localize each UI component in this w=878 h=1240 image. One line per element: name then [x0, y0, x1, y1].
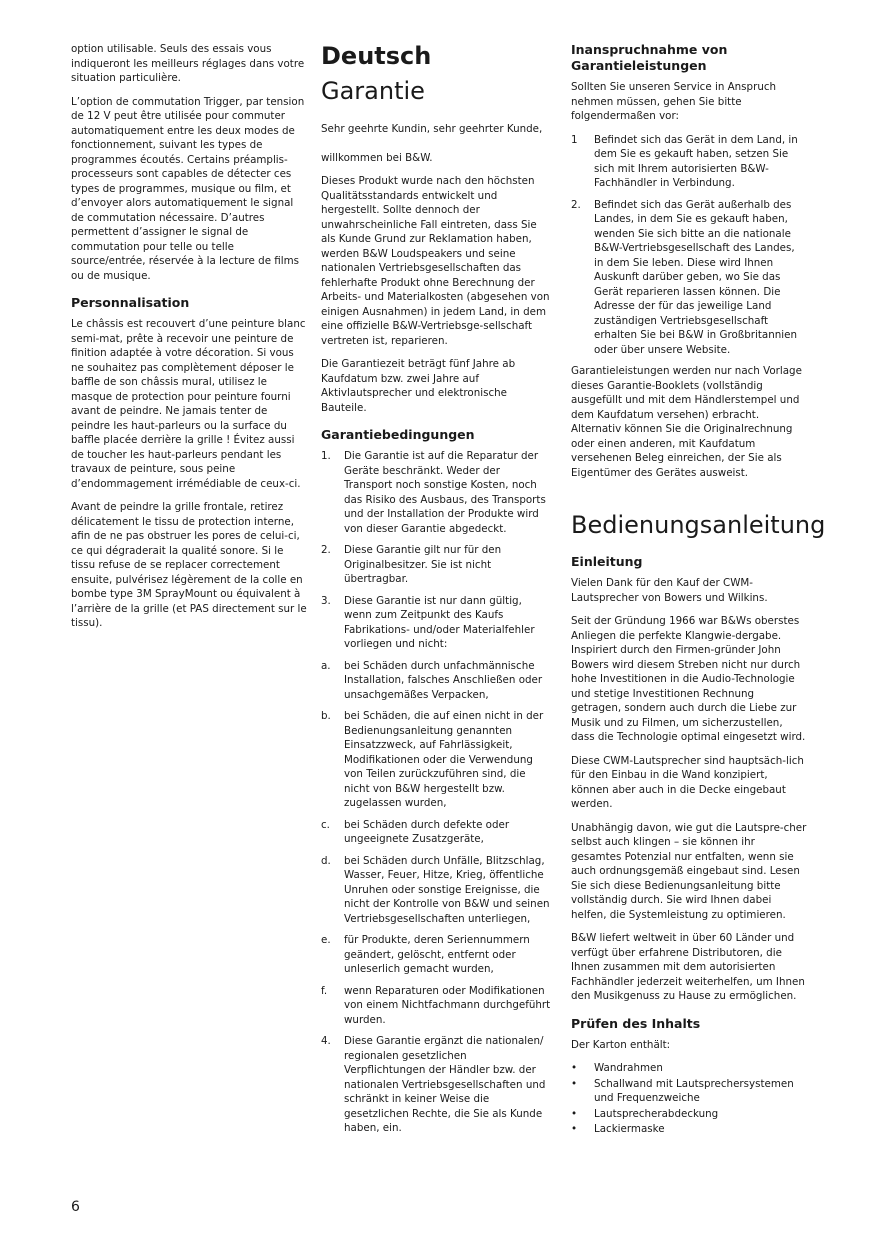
list-marker: b. [321, 710, 331, 722]
bullet: • [571, 1123, 578, 1135]
list-text: Schallwand mit Lautsprechersystemen und Frequenzweiche [594, 1077, 794, 1104]
list-text: bei Schäden durch Unfälle, Blitzschlag, Wasser, Feuer, Hitze, Krieg, öffentliche Unruhen oder sonstige Ereignisse, die nicht der Kontrolle von B&W und seinen Vertriebsgesellschaften unterliegen, [344, 854, 550, 925]
section-title-bedienungsanleitung: Bedienungsanleitung [571, 511, 826, 539]
list-item [571, 1122, 807, 1137]
list-item [571, 1077, 807, 1106]
heading-personnalisation: Personnalisation [71, 295, 190, 310]
heading-inanspruchnahme: Inanspruchnahme von Garantieleistungen [571, 42, 728, 73]
list-item [321, 984, 551, 1028]
list-marker: 1. [321, 450, 331, 462]
list-marker: d. [321, 854, 331, 867]
column-french [71, 42, 307, 640]
list-text: bei Schäden, die auf einen nicht in der Bedienungsanleitung genannten Einsatzzweck, auf Fahrlässigkeit, Modifikationen oder die Verwendung von Teilen zurückzuführen sind, die nicht von B&W hergestellt bzw. zugelassen wurden, [344, 710, 544, 809]
list-marker: e. [321, 934, 331, 946]
list-item [321, 1034, 551, 1136]
list-text: Diese Garantie ergänzt die nationalen/ regionalen gesetzlichen Verpflichtungen der Händler bzw. der nationalen Vertriebsgesellschaften und schränkt in keiner Weise die gesetzlichen Rechte, die Sie als Kunde haben, ein. [344, 1035, 546, 1134]
heading-einleitung: Einleitung [571, 554, 643, 569]
list-text: Lautsprecherabdeckung [594, 1107, 719, 1120]
list-text: bei Schäden durch defekte oder ungeeignete Zusatzgeräte, [344, 818, 510, 845]
list-text: Diese Garantie ist nur dann gültig, wenn zum Zeitpunkt des Kaufs Fabrikations- und/oder Materialfehler vorliegen und nicht: [344, 594, 535, 650]
list-text: Befindet sich das Gerät in dem Land, in dem Sie es gekauft haben, setzen Sie sich mit Ihrem autorisierten B&W-Fachhändler in Verbindung. [594, 133, 798, 189]
list-item [571, 198, 807, 358]
paragraph: Die Garantiezeit beträgt fünf Jahre ab Kaufdatum bzw. zwei Jahre auf Aktivlautsprecher und elektronische Bauteile. [321, 358, 516, 414]
paragraph: Garantieleistungen werden nur nach Vorlage dieses Garantie-Booklets (vollständig ausgefüllt und mit dem Händlerstempel und dem Kaufdatum versehen) erbracht. Alternativ können Sie die Originalrechnung oder einen anderen, mit Kaufdatum versehenen Beleg einreichen, der Sie als Eigentümer des Gerätes ausweist. [571, 365, 802, 479]
heading-garantiebedingungen: Garantiebedingungen [321, 427, 475, 442]
list-marker: 1 [571, 133, 578, 146]
conditions-list [321, 449, 551, 1136]
list-item [321, 594, 551, 652]
column-bedienungsanleitung [571, 42, 826, 1138]
list-item [571, 1107, 807, 1122]
language-title: Deutsch [321, 42, 432, 70]
paragraph: Seit der Gründung 1966 war B&Ws oberstes Anliegen die perfekte Klangwie-dergabe. Inspiriert durch den Firmen-gründer John Bowers wird diesem Streben nicht nur durch hohe Investitionen in die Audio-Technologie und stetige Investitionen Rechnung getragen, sondern auch durch die Liebe zur Musik und zu Filmen, um sicherzustellen, dass die Technologie optimal eingesetzt wird. [571, 615, 806, 743]
paragraph: Avant de peindre la grille frontale, retirez délicatement le tissu de protection interne, afin de ne pas obstruer les pores de celui-ci, ce qui dégraderait la qualité sonore. Si le tissu refuse de se replacer correctement ensuite, pulvérisez légèrement de la colle en bombe type 3M SprayMount ou équivalent à l’arrière de la grille (et PAS directement sur le tissu). [71, 501, 307, 629]
list-item [321, 854, 551, 927]
paragraph: Le châssis est recouvert d’une peinture blanc semi-mat, prête à recevoir une peinture de finition adaptée à votre décoration. Si vous ne souhaitez pas complètement déposer le baffle de son châssis mural, utilisez le masque de protection pour peinture fourni avant de peindre. Ne jamais tenter de peindre les haut-parleurs ou la surface du baffle placée derrière la grille ! Évitez aussi de toucher les haut-parleurs pendant les travaux de peinture, sous peine d’endommagement irrémédiable de ceux-ci. [71, 318, 306, 490]
list-marker: 2. [321, 544, 331, 556]
paragraph: Dieses Produkt wurde nach den höchsten Qualitätsstandards entwickelt und hergestellt. Sollte dennoch der unwahrscheinliche Fall eintreten, dass Sie als Kunde Grund zur Reklamation haben, werden B&W Loudspeakers und seine nationalen Vertriebsgesellschaften das fehlerhafte Produkt ohne Berechnung der Arbeits- und Materialkosten (abgesehen von einigen Ausnahmen) in jedem Land, in dem eine offizielle B&W-Vertriebsge-sellschaft vertreten ist, reparieren. [321, 175, 550, 347]
page-number: 6 [71, 1199, 80, 1215]
list-text: Diese Garantie gilt nur für den Originalbesitzer. Sie ist nicht übertragbar. [344, 544, 502, 585]
contents-list [571, 1061, 807, 1137]
paragraph: Unabhängig davon, wie gut die Lautspre-cher selbst auch klingen – sie können ihr gesamtes Potenzial nur entfalten, wenn sie auch ordnungsgemäß eingebaut sind. Lesen Sie sich diese Bedienungsanleitung bitte vollständig durch. Sie wird Ihnen dabei helfen, die Systemleistung zu optimieren. [571, 821, 807, 921]
welcome: willkommen bei B&W. [321, 151, 433, 164]
list-marker: 3. [321, 594, 331, 607]
list-text: wenn Reparaturen oder Modifikationen von einem Nichtfachmann durchgeführt wurden. [344, 984, 551, 1026]
list-text: bei Schäden durch unfachmännische Installation, falsches Anschließen oder unsachgemäßes Verpacken, [344, 659, 543, 701]
list-item [321, 449, 551, 536]
list-text: für Produkte, deren Seriennummern geändert, gelöscht, entfernt oder unleserlich gemacht wurden, [344, 934, 530, 975]
paragraph: Der Karton enthält: [571, 1038, 671, 1051]
paragraph: Sollten Sie unseren Service in Anspruch nehmen müssen, gehen Sie bitte folgendermaßen vor: [571, 81, 777, 122]
list-item [321, 933, 551, 977]
column-garantie [321, 42, 551, 1143]
list-marker: c. [321, 818, 330, 831]
list-item [571, 1061, 807, 1076]
list-text: Die Garantie ist auf die Reparatur der Geräte beschränkt. Weder der Transport noch sonstige Kosten, noch das Risiko des Ausbaus, des Transports und der Installation der Produkte wird von dieser Garantie abgedeckt. [344, 450, 546, 535]
list-item [321, 543, 551, 587]
paragraph: Diese CWM-Lautsprecher sind hauptsäch-lich für den Einbau in die Wand konzipiert, können aber auch in die Decke eingebaut werden. [571, 754, 804, 810]
list-marker: a. [321, 659, 331, 672]
list-item [321, 709, 551, 811]
heading-pruefen: Prüfen des Inhalts [571, 1015, 701, 1031]
claims-list [571, 133, 807, 358]
list-marker: f. [321, 984, 328, 997]
section-title-garantie: Garantie [321, 77, 425, 105]
paragraph: Vielen Dank für den Kauf der CWM-Lautsprecher von Bowers und Wilkins. [571, 577, 768, 604]
list-item [571, 133, 807, 191]
paragraph: B&W liefert weltweit in über 60 Länder und verfügt über erfahrene Distributoren, die Ihnen zusammen mit dem autorisierten Fachhändler jederzeit weiterhelfen, um Ihnen den Musikgenuss zu Hause zu ermöglichen. [571, 932, 805, 1002]
list-text: Wandrahmen [594, 1062, 663, 1074]
list-text: Lackiermaske [594, 1123, 665, 1135]
list-marker: 2. [571, 198, 581, 211]
list-marker: 4. [321, 1035, 331, 1047]
list-text: Befindet sich das Gerät außerhalb des Landes, in dem Sie es gekauft haben, wenden Sie sich bitte an die nationale B&W-Vertriebsgesellschaft des Landes, in dem Sie leben. Diese wird Ihnen Auskunft darüber geben, wo Sie das Gerät reparieren lassen können. Die Adresse der für das jeweilige Land zuständigen Vertriebsgesellschaft erhalten Sie bei B&W in Großbritannien oder über unsere Website. [594, 198, 797, 356]
bullet: • [571, 1062, 578, 1074]
paragraph: option utilisable. Seuls des essais vous indiqueront les meilleurs réglages dans votre situation particulière. [71, 43, 305, 84]
list-item [321, 818, 551, 847]
paragraph: L’option de commutation Trigger, par tension de 12 V peut être utilisée pour commuter automatiquement entre les deux modes de fonctionnement, suivant les types de programmes écoutés. Certains préamplis-processeurs sont capables de détecter ces types de programmes, musique ou film, et d’envoyer alors automatiquement le signal de commutation nécessaire. D’autres permettent d’assigner le signal de commutation pour telle ou telle source/entrée, réservée à la lecture de films ou de musique. [71, 95, 305, 282]
list-item [321, 659, 551, 703]
bullet: • [571, 1077, 578, 1090]
salutation: Sehr geehrte Kundin, sehr geehrter Kunde, [321, 123, 543, 135]
bullet: • [571, 1107, 578, 1120]
